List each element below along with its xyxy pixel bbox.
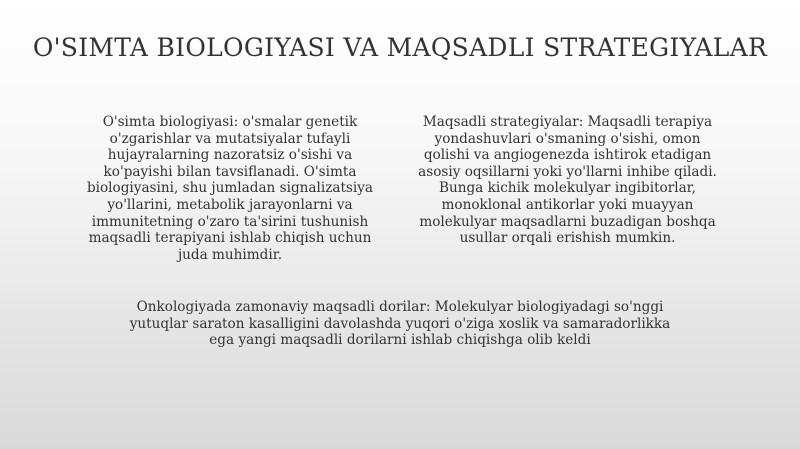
tumor-biology-paragraph: O'simta biologiyasi: o'smalar genetik o'zgarishlar va mutatsiyalar tufayli hujayralarning nazoratsiz o'sishi va ko'payishi bilan tavsiflanadi. O'simta biologiyasini, shu jumladan signalizatsiya yo'llarini, metabolik jarayonlarni va immunitetning o'zaro ta'sirini tushunish maqsadli terapiyani ishlab chiqish uchun juda muhimdir.: [86, 114, 374, 263]
targeted-strategies-paragraph: Maqsadli strategiyalar: Maqsadli terapiya yondashuvlari o'smaning o'sishi, omon qolishi va angiogenezda ishtirok etadigan asosiy oqsillarni yoki yo'llarni inhibe qiladi. Bunga kichik molekulyar ingibitorlar, monoklonal antikorlar yoki muayyan molekulyar maqsadlarni buzadigan boshqa usullar orqali erishish mumkin.: [418, 114, 717, 247]
slide-title: O'SIMTA BIOLOGIYASI VA MAQSADLI STRATEGIYALAR: [32, 33, 768, 62]
modern-targeted-drugs-paragraph: Onkologiyada zamonaviy maqsadli dorilar: Molekulyar biologiyadagi so'nggi yutuqlar saraton kasalligini davolashda yuqori o'ziga xoslik va samaradorlikka ega yangi maqsadli dorilarni ishlab chiqishga olib keldi: [129, 299, 671, 349]
